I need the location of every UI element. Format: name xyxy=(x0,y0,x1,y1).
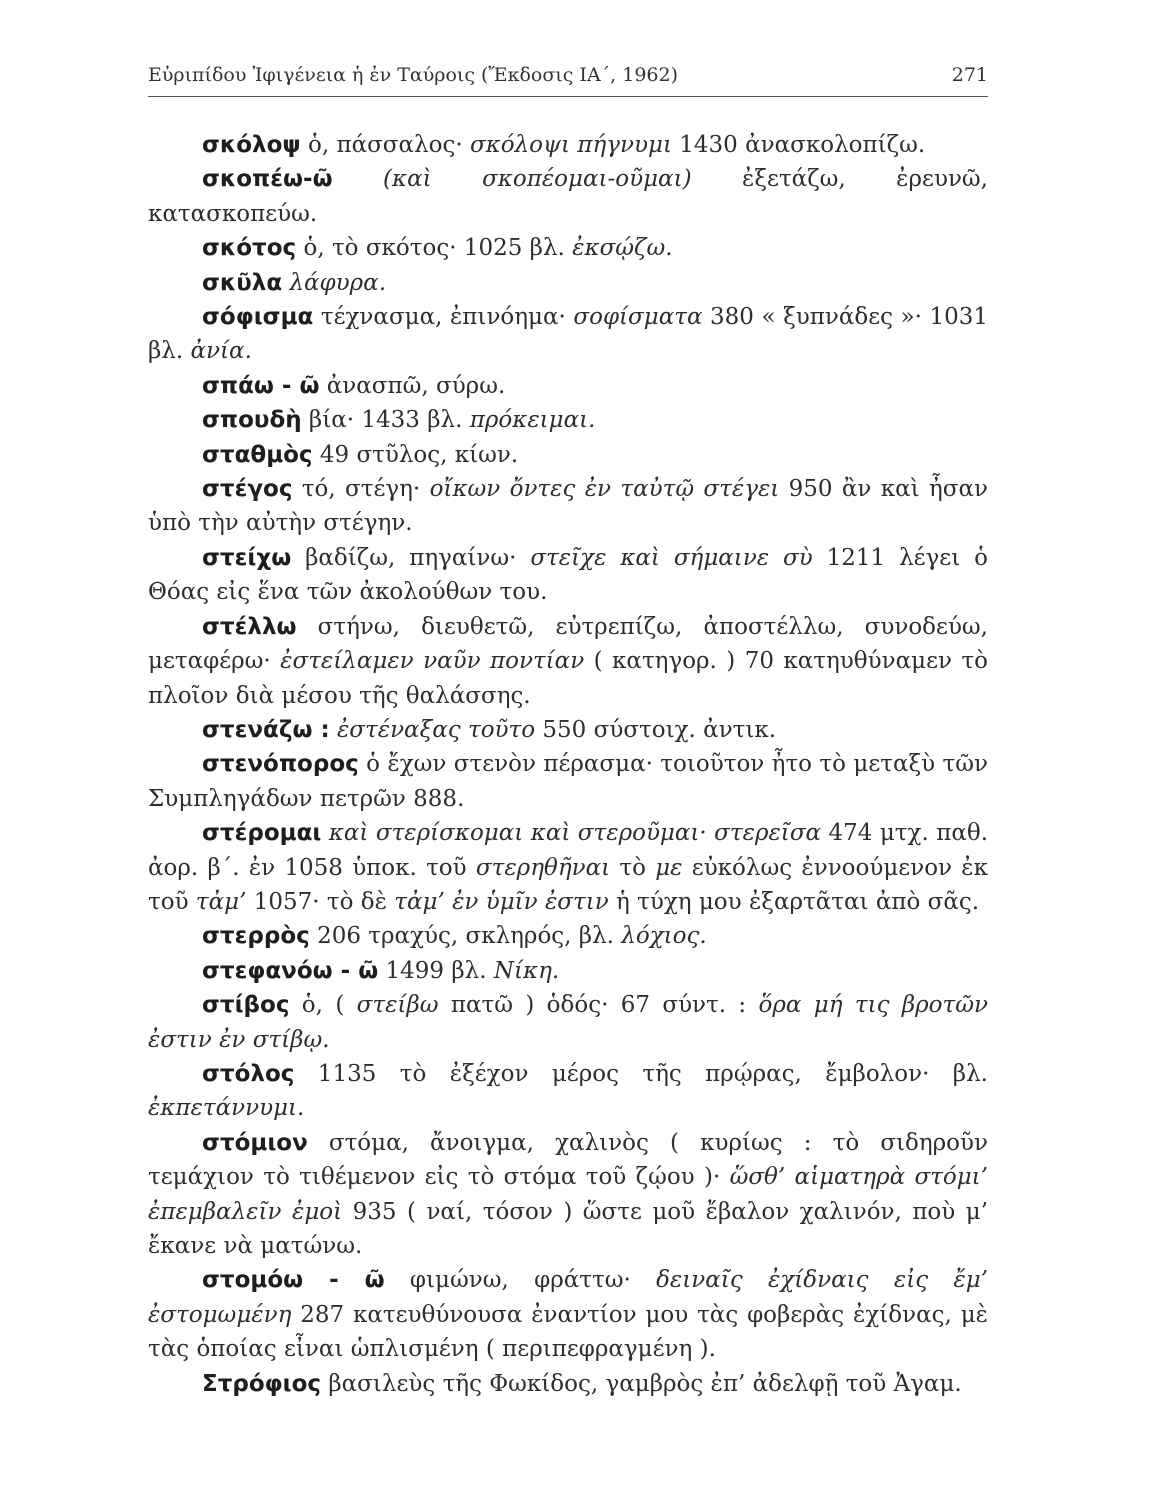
entry-headword: στείχω xyxy=(202,544,292,571)
entry-definition: ἡ τύχη μου ἐξαρτᾶται ἀπὸ σᾶς. xyxy=(608,888,980,915)
entry-definition: πατῶ ) ὁδός· 67 σύντ. : xyxy=(438,992,759,1019)
entry-citation: ἐστέναξας τοῦτο xyxy=(329,716,536,743)
entry-citation: τἀμ’ xyxy=(195,888,247,915)
entry-headword: στενόπορος xyxy=(202,751,359,778)
entry-definition: 380 « ξυπνάδες »· 1031 βλ. xyxy=(148,304,988,365)
entry-definition: ὁ, τὸ σκότος· 1025 βλ. xyxy=(296,235,573,262)
glossary-entry xyxy=(148,231,988,265)
entry-citation: δειναῖς ἐχίδναις εἰς ἔμ’ ἐστομωμένη xyxy=(148,1267,988,1328)
entry-citation: με xyxy=(655,854,683,881)
glossary-entry xyxy=(148,403,988,437)
entry-definition: ὁ, πάσσαλος· xyxy=(300,132,470,158)
glossary-entries xyxy=(148,128,988,1401)
entry-headword: σκόλοψ xyxy=(202,132,301,158)
glossary-entry xyxy=(148,300,988,369)
entry-definition: 49 στῦλος, κίων. xyxy=(312,441,519,468)
entry-headword: σόφισμα xyxy=(202,304,314,331)
entry-definition: ἐξετάζω, ἐρευνῶ, κατασκοπεύω. xyxy=(148,166,988,227)
glossary-entry xyxy=(148,747,988,816)
entry-citation: ἐστείλαμεν ναῦν ποντίαν xyxy=(280,648,585,675)
entry-definition: 287 κατευθύνουσα ἐναντίον μου τὰς φοβερὰς ἐχίδνας, μὲ τὰς ὁποίας εἶναι ὡπλισμένη ( περιπεφραγμένη ). xyxy=(148,1301,988,1363)
page-number: 271 xyxy=(951,64,988,86)
entry-headword: στερρὸς xyxy=(202,923,310,950)
entry-citation: στείβω xyxy=(356,992,439,1019)
entry-definition: ἀνασπῶ, σύρω. xyxy=(319,372,506,399)
glossary-entry xyxy=(148,954,988,988)
entry-definition: 474 μτχ. παθ. ἀορ. β΄. ἐν 1058 ὑποκ. τοῦ xyxy=(148,820,989,881)
entry-headword: σκοπέω-ῶ xyxy=(202,166,333,193)
entry-definition: τό, στέγη· xyxy=(292,476,430,503)
entry-headword: στέρομαι xyxy=(202,820,322,847)
entry-citation: σοφίσματα xyxy=(573,304,703,331)
entry-citation: σκόλοψι πήγνυμι xyxy=(469,132,672,158)
entry-definition: 950 ἂν καὶ ἦσαν ὑπὸ τὴν αὐτὴν στέγην. xyxy=(148,476,988,537)
entry-headword: Στρόφιος xyxy=(202,1370,322,1397)
entry-citation: ὅρα μή τις βροτῶν ἐστιν ἐν στίβῳ. xyxy=(148,992,988,1053)
glossary-entry xyxy=(148,610,988,713)
glossary-entry xyxy=(148,713,988,747)
entry-definition: βασιλεὺς τῆς Φωκίδος, γαμβρὸς ἐπ’ ἀδελφῇ τοῦ Ἀγαμ. xyxy=(321,1370,962,1397)
glossary-entry xyxy=(148,1263,988,1366)
entry-headword: στόλος xyxy=(202,1060,295,1087)
entry-definition: φιμώνω, φράττω· xyxy=(384,1267,657,1294)
glossary-entry xyxy=(148,438,988,472)
running-header xyxy=(148,60,988,97)
glossary-entry xyxy=(148,369,988,403)
glossary-entry xyxy=(148,266,988,300)
entry-headword: σταθμὸς xyxy=(202,441,313,468)
entry-citation: στεῖχε καὶ σήμαινε σὺ xyxy=(530,544,813,571)
entry-citation: (καὶ σκοπέομαι-οῦμαι) xyxy=(332,166,692,193)
entry-definition: 935 ( ναί, τόσον ) ὥστε μοῦ ἔβαλον χαλινόν, ποὺ μ’ ἔκανε νὰ ματώνω. xyxy=(148,1198,988,1259)
entry-citation: ἐκσῴζω. xyxy=(572,235,673,262)
entry-definition: ( κατηγορ. ) 70 κατηυθύναμεν τὸ πλοῖον διὰ μέσου τῆς θαλάσσης. xyxy=(148,648,988,709)
entry-definition: βία· 1433 βλ. xyxy=(301,407,470,434)
entry-headword: σκῦλα xyxy=(202,269,283,296)
entry-definition: 1135 τὸ ἐξέχον μέρος τῆς πρῴρας, ἔμβολον· βλ. xyxy=(294,1060,988,1087)
entry-definition: στόμα, ἄνοιγμα, χαλινὸς ( κυρίως : τὸ σιδηροῦν τεμάχιον τὸ τιθέμενον εἰς τὸ στόμα τοῦ ζῴου )· xyxy=(148,1129,988,1191)
entry-headword: στομόω - ῶ xyxy=(202,1267,385,1294)
glossary-entry xyxy=(148,128,988,162)
glossary-entry xyxy=(148,162,988,231)
glossary-entry xyxy=(148,988,988,1057)
entry-headword: στόμιον xyxy=(202,1129,308,1156)
entry-citation: ἀνία. xyxy=(190,338,252,365)
entry-definition: βαδίζω, πηγαίνω· xyxy=(291,544,531,571)
entry-definition: εὐκόλως ἐννοούμενον ἐκ τοῦ xyxy=(148,854,989,915)
entry-citation: οἴκων ὄντες ἐν ταὐτῷ στέγει xyxy=(429,476,780,503)
entry-headword: στενάζω : xyxy=(202,716,330,743)
entry-citation: τἀμ’ ἐν ὑμῖν ἐστιν xyxy=(394,888,609,915)
entry-headword: στίβος xyxy=(202,992,290,1019)
entry-headword: σκότος xyxy=(202,235,297,262)
entry-definition: ὁ, ( xyxy=(289,992,357,1019)
glossary-entry xyxy=(148,1057,988,1126)
entry-headword: στέλλω xyxy=(202,613,297,640)
entry-citation: ὥσθ’ αἱματηρὰ στόμι’ ἐπεμβαλεῖν ἐμοὶ xyxy=(148,1164,988,1225)
entry-definition: ὁ ἔχων στενὸν πέρασμα· τοιοῦτον ἦτο τὸ μεταξὺ τῶν Συμπληγάδων πετρῶν 888. xyxy=(148,751,988,812)
entry-definition: 1057· τὸ δὲ xyxy=(246,888,395,915)
entry-citation: πρόκειμαι. xyxy=(469,407,596,434)
glossary-entry xyxy=(148,919,988,953)
entry-citation: Νίκη. xyxy=(493,957,560,984)
entry-definition: 550 σύστοιχ. ἀντικ. xyxy=(535,716,777,743)
glossary-entry xyxy=(148,472,988,541)
glossary-entry xyxy=(148,541,988,610)
entry-headword: σπάω - ῶ xyxy=(202,372,320,399)
entry-citation: στερηθῆναι xyxy=(475,854,611,881)
entry-citation: καὶ στερίσκομαι καὶ στεροῦμαι· στερεῖσα xyxy=(321,820,822,847)
entry-definition: 1211 λέγει ὁ Θόας εἰς ἕνα τῶν ἀκολούθων του. xyxy=(148,544,988,606)
entry-headword: στέγος xyxy=(202,476,293,503)
entry-headword: στεφανόω - ῶ xyxy=(202,957,379,984)
entry-citation: ἐκπετάννυμι. xyxy=(148,1095,305,1122)
entry-citation: λόχιος. xyxy=(621,923,707,950)
glossary-entry xyxy=(148,1367,988,1401)
glossary-entry xyxy=(148,1126,988,1264)
entry-citation: λάφυρα. xyxy=(282,269,387,296)
entry-definition: 1499 βλ. xyxy=(378,957,494,984)
entry-definition: 1430 ἀνασκολοπίζω. xyxy=(671,132,926,158)
entry-definition: στήνω, διευθετῶ, εὐτρεπίζω, ἀποστέλλω, συνοδεύω, μεταφέρω· xyxy=(148,613,988,675)
entry-headword: σπουδὴ xyxy=(202,407,302,434)
header-title: Εὐριπίδου Ἰφιγένεια ἡ ἐν Ταύροις (Ἔκδοσις ΙΑ΄, 1962) xyxy=(148,64,679,86)
entry-definition: 206 τραχύς, σκληρός, βλ. xyxy=(309,923,622,950)
entry-definition: τέχνασμα, ἐπινόημα· xyxy=(313,304,574,331)
glossary-entry xyxy=(148,816,988,919)
entry-definition: τὸ xyxy=(610,854,656,881)
